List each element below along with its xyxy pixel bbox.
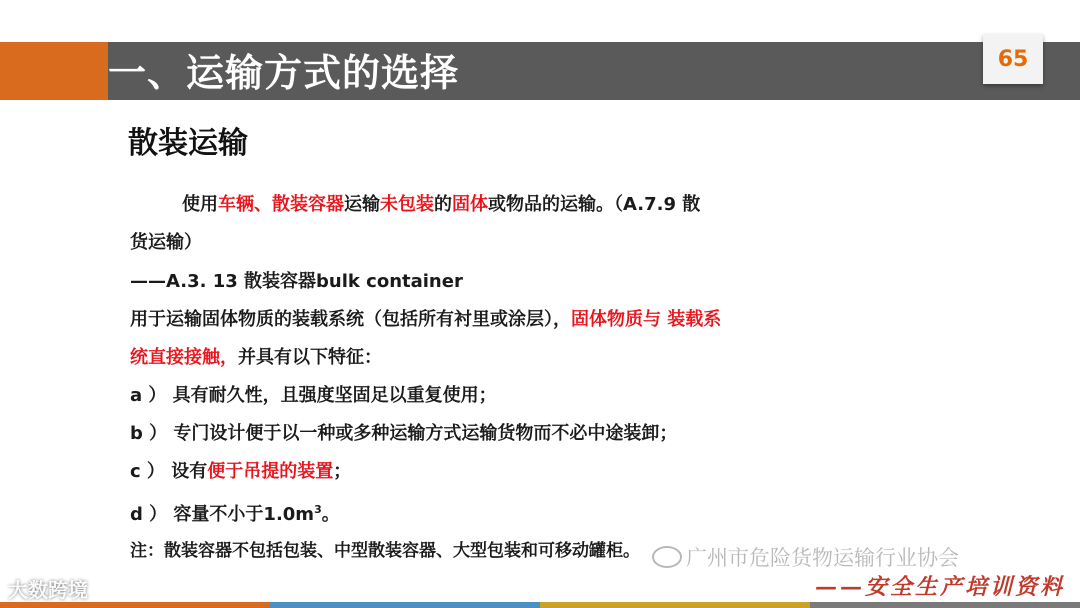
list-item-d — [130, 495, 340, 530]
highlight-text: 未包装 — [380, 194, 434, 215]
note: 注：散装容器不包括包装、中型散装容器、大型包装和可移动罐柜。 — [130, 541, 640, 561]
highlight-text: 统直接接触， — [130, 347, 238, 368]
slide-title: 一、运输方式的选择 — [108, 51, 460, 95]
text-run: 。 — [321, 504, 340, 525]
paragraph-1 — [182, 190, 700, 220]
superscript: 3 — [314, 503, 322, 516]
highlight-text: 车辆、散装容器 — [218, 194, 344, 215]
definition-line-2 — [130, 343, 382, 373]
text-run: 运输 — [344, 194, 380, 215]
footer-segment — [270, 602, 540, 608]
text-run: 用于运输固体物质的装载系统（包括所有衬里或涂层）， — [130, 309, 571, 330]
watermark-org-text: 广州市危险货物运输行业协会 — [686, 546, 959, 570]
paragraph-1-continued: 货运输） — [130, 232, 202, 253]
footer-segment — [540, 602, 810, 608]
footer-segment — [0, 602, 270, 608]
text-run: 并具有以下特征： — [238, 347, 382, 368]
highlight-text: 便于吊提的装置 — [207, 461, 334, 482]
text-run: c ） 设有 — [130, 461, 208, 482]
definition-line-1 — [130, 305, 721, 335]
text-run: ； — [333, 461, 352, 482]
watermark-logo-text: 大数跨境 — [8, 578, 88, 602]
training-slogan: ——安全生产培训资料 — [815, 574, 1066, 600]
watermark-organization — [652, 542, 959, 572]
text-run: 使用 — [182, 194, 218, 215]
definition-title: ——A.3. 13 散装容器bulk container — [130, 271, 463, 292]
footer-color-strip — [0, 602, 1080, 608]
section-heading: 散装运输 — [128, 126, 248, 161]
highlight-text: 固体物质与 装载系 — [571, 309, 722, 330]
list-item-c — [130, 457, 351, 487]
text-run: d ） 容量不小于1.0m — [130, 504, 315, 525]
list-item-b: b ） 专门设计便于以一种或多种运输方式运输货物而不必中途装卸； — [130, 423, 678, 444]
highlight-text: 固体 — [452, 194, 488, 215]
list-item-a: a ） 具有耐久性，且强度坚固足以重复使用； — [130, 385, 497, 406]
title-accent-bar — [0, 42, 108, 100]
text-run: 或物品的运输。（A.7.9 散 — [488, 194, 701, 215]
text-run: 的 — [434, 194, 452, 215]
footer-segment — [810, 602, 1080, 608]
chat-bubble-icon — [652, 546, 682, 568]
page-number: 65 — [983, 34, 1043, 84]
